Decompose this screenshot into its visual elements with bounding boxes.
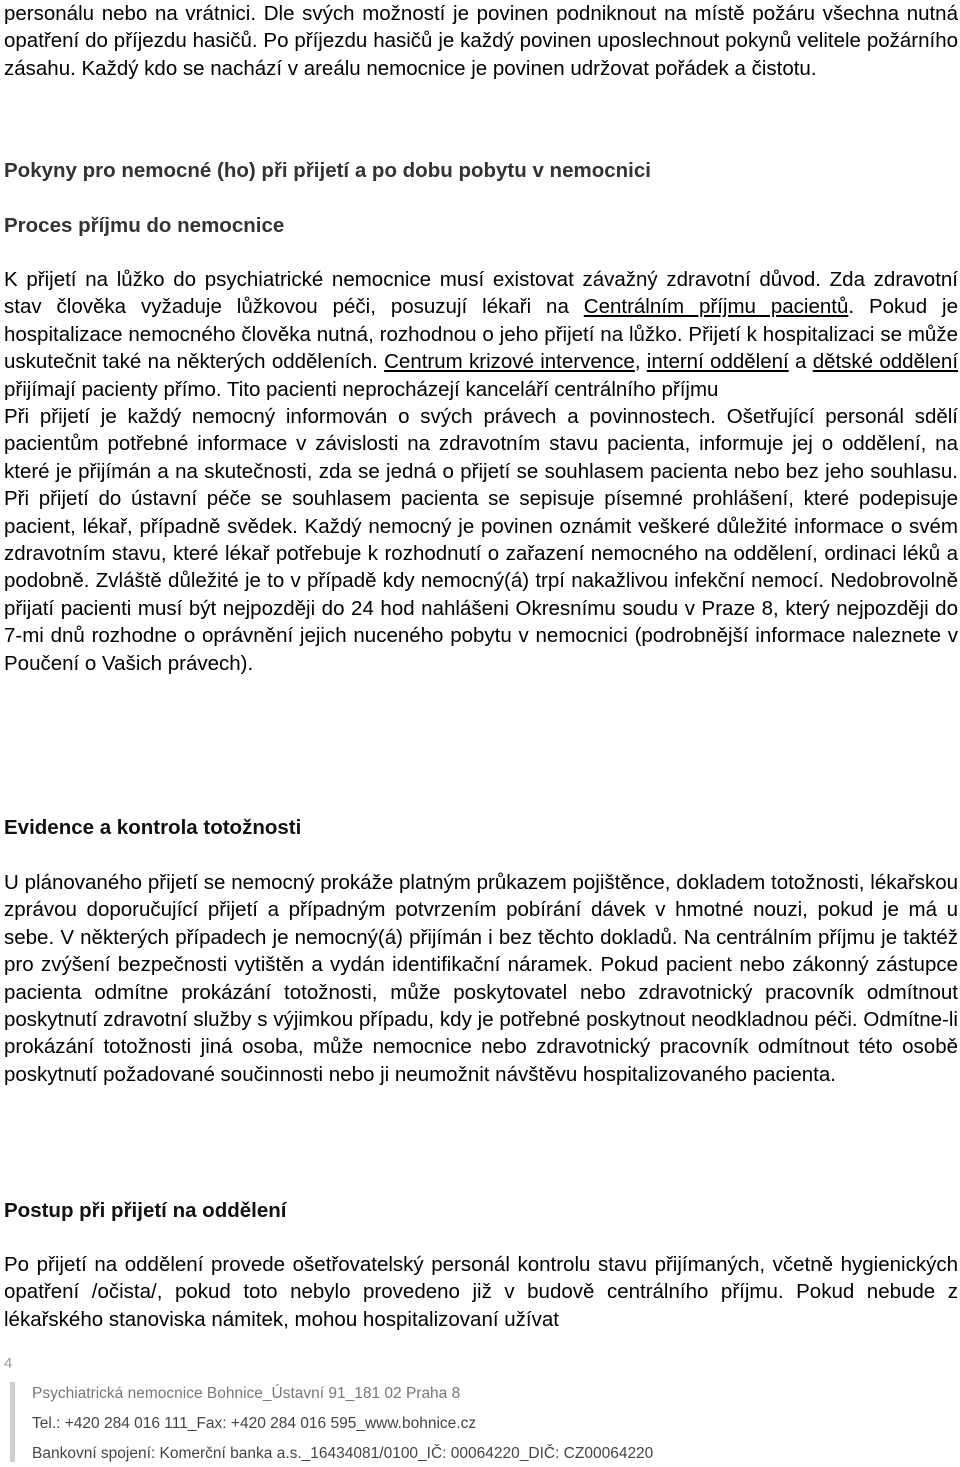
intro-paragraph: personálu nebo na vrátnici. Dle svých možností je povinen podniknout na místě požáru všechna nutná opatření do příjezdu hasičů. Po příjezdu hasičů je každý povinen uposlechnout pokynů velitele požárního zásahu. Každý kdo se nachází v areálu nemocnice je povinen udržovat pořádek a čistotu. [4, 2, 958, 80]
page-number: 4 [4, 1355, 13, 1372]
process-text-3: , [634, 350, 647, 374]
process-paragraph-1 [4, 266, 958, 403]
process-text-2: . Pokud je hospitalizace nemocného člověka nutná, rozhodnou o jeho přijetí na lůžko. Přijetí k hospitalizaci se může uskutečnit také na některých odděleních. [4, 295, 958, 374]
footer-accent-bar [10, 1382, 15, 1462]
process-paragraph-2: Při přijetí je každý nemocný informován o svých právech a povinnostech. Ošetřující personál sdělí pacientům potřebné informace v závislosti na zdravotním stavu pacienta, informuje jej o oddělení, na které je přijímán a na skutečnosti, zda se jedná o přijetí se souhlasem pacienta nebo bez jeho souhlasu. Při přijetí do ústavní péče se souhlasem pacienta se sepisuje písemné prohlášení, které podepisuje pacient, lékař, případně svědek. Každý nemocný je povinen oznámit veškeré důležité informace o svém zdravotním stavu, které lékař potřebuje k rozhodnutí o zařazení nemocného na oddělení, ordinaci léků a podobně. Zvláště důležité je to v případě kdy nemocný(á) trpí nakažlivou infekční nemocí. Nedobrovolně přijatí pacienti musí být nejpozději do 24 hod nahlášeni Okresnímu soudu v Praze 8, který nejpozději do 7-mi dnů rozhodne o oprávnění jejich nuceného pobytu v nemocnici (podrobnější informace naleznete v Poučení o Vašich právech). [4, 405, 958, 675]
link-internal-ward[interactable]: interní oddělení [646, 350, 789, 374]
evidence-heading: Evidence a kontrola totožnosti [4, 816, 302, 839]
link-crisis-center[interactable]: Centrum krizové intervence [384, 350, 635, 374]
process-text-5: přijímají pacienty přímo. Tito pacienti neprocházejí kanceláří centrálního příjmu [4, 377, 719, 401]
footer-contact: Tel.: +420 284 016 111_Fax: +420 284 016 595_www.bohnice.cz [32, 1415, 477, 1432]
ward-heading: Postup při přijetí na oddělení [4, 1199, 287, 1222]
evidence-paragraph: U plánovaného přijetí se nemocný prokáže platným průkazem pojištěnce, dokladem totožnosti, lékařskou zprávou doporučující přijetí a případným potvrzením pobírání dávek v hmotné nouzi, pokud je má u sebe. V některých případech je nemocný(á) přijímán i bez těchto dokladů. Na centrálním příjmu je taktéž pro zvýšení bezpečnosti vytištěn a vydán identifikační náramek. Pokud pacient nebo zákonný zástupce pacienta odmítne prokázání totožnosti, může poskytovatel nebo zdravotnický pracovník odmítnout poskytnutí zdravotní služby s výjimkou případu, kdy je potřebné poskytnout neodkladnou péči. Odmítne-li prokázání totožnosti jiná osoba, může nemocnice nebo zdravotnický pracovník odmítnout této osobě poskytnutí požadované součinnosti nebo ji neumožnit návštěvu hospitalizovaného pacienta. [4, 871, 958, 1086]
process-section [4, 266, 958, 677]
link-central-admission[interactable]: Centrálním příjmu pacientů [583, 295, 849, 319]
process-text-1: K přijetí na lůžko do psychiatrické nemocnice musí existovat závažný zdravotní důvod. Zda zdravotní stav člověka vyžaduje lůžkovou péči, posuzují lékaři na [4, 268, 958, 319]
footer-address: Psychiatrická nemocnice Bohnice_Ústavní 91_181 02 Praha 8 [32, 1385, 461, 1402]
link-children-ward[interactable]: dětské oddělení [812, 350, 959, 374]
footer [10, 1380, 950, 1465]
process-text-4: a [788, 350, 813, 374]
ward-paragraph: Po přijetí na oddělení provede ošetřovatelský personál kontrolu stavu přijímaných, včetně hygienických opatření /očista/, pokud toto nebylo provedeno již v budově centrálního příjmu. Pokud nebude z lékařského stanoviska námitek, mohou hospitalizovaní užívat [4, 1253, 958, 1331]
main-heading: Pokyny pro nemocné (ho) při přijetí a po dobu pobytu v nemocnici [4, 159, 651, 182]
process-heading: Proces příjmu do nemocnice [4, 214, 285, 237]
footer-bank: Bankovní spojení: Komerční banka a.s._16434081/0100_IČ: 00064220_DIČ: CZ00064220 [32, 1445, 654, 1462]
